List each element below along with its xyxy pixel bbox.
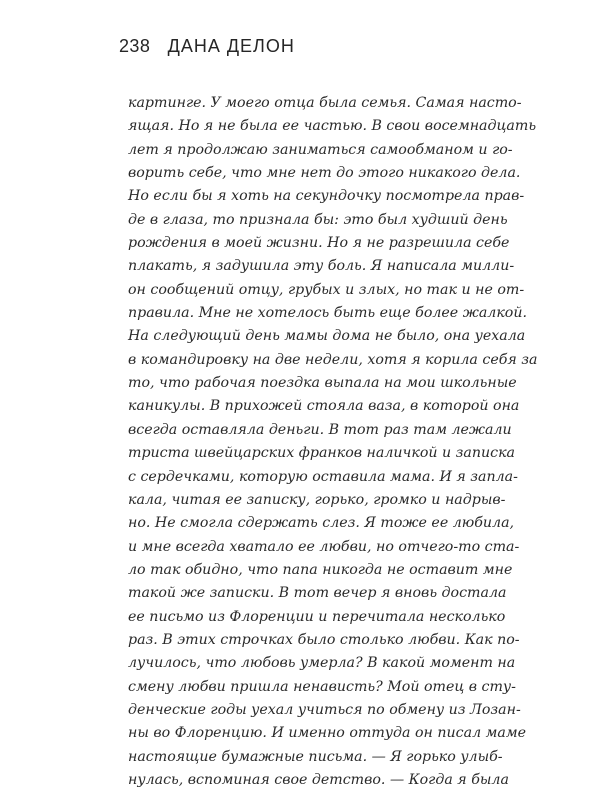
running-head [119,36,295,57]
text-line: с сердечками, которую оставила мама. И я запла- [128,468,518,485]
text-line: ны во Флоренцию. И именно оттуда он писал маме [128,725,526,742]
text-line: кала, читая ее записку, горько, громко и надрыв- [128,491,506,508]
body-text [128,92,538,792]
text-line: лет я продолжаю заниматься самообманом и го- [128,141,513,158]
text-line: такой же записки. В тот вечер я вновь достала [128,585,507,602]
text-line: де в глаза, то признала бы: это был худший день [128,211,508,228]
text-line: ворить себе, что мне нет до этого никакого дела. [128,165,521,182]
page-number: 238 [119,36,151,56]
text-line: ящая. Но я не была ее частью. В свои восемнадцать [128,118,537,135]
text-line: в командировку на две недели, хотя я корила себя за [128,351,538,368]
text-line: нулась, вспоминая свое детство. — Когда я была [128,771,509,788]
text-line: но. Не смогла сдержать слез. Я тоже ее любила, [128,515,515,532]
text-line: плакать, я задушила эту боль. Я написала милли- [128,258,515,275]
text-line: он сообщений отцу, грубых и злых, но так и не от- [128,281,525,298]
text-line: раз. В этих строчках было столько любви. Как по- [128,631,520,648]
text-line: каникулы. В прихожей стояла ваза, в которой она [128,398,520,415]
text-line: ло так обидно, что папа никогда не оставит мне [128,561,513,578]
text-line: денческие годы уехал учиться по обмену из Лозан- [128,701,521,718]
text-line: ее письмо из Флоренции и перечитала несколько [128,608,506,625]
text-line: картинге. У моего отца была семья. Самая насто- [128,95,522,111]
text-line: правила. Мне не хотелось быть еще более жалкой. [128,305,527,322]
text-line: триста швейцарских франков наличкой и записка [128,445,516,462]
text-line: На следующий день мамы дома не было, она уехала [128,328,526,345]
text-line: всегда оставляла деньги. В тот раз там лежали [128,421,512,438]
text-line: рождения в моей жизни. Но я не разрешила себе [128,235,510,252]
text-line: и мне всегда хватало ее любви, но отчего-то ста- [128,538,520,555]
text-line: настоящие бумажные письма. — Я горько улыб- [128,748,503,765]
text-line: то, что рабочая поездка выпала на мои школьные [128,375,517,392]
book-author: ДАНА ДЕЛОН [167,36,295,56]
text-line: смену любви пришла ненависть? Мой отец в сту- [128,678,516,695]
text-line: Но если бы я хоть на секундочку посмотрела прав- [128,188,525,205]
text-line: лучилось, что любовь умерла? В какой момент на [128,655,516,672]
